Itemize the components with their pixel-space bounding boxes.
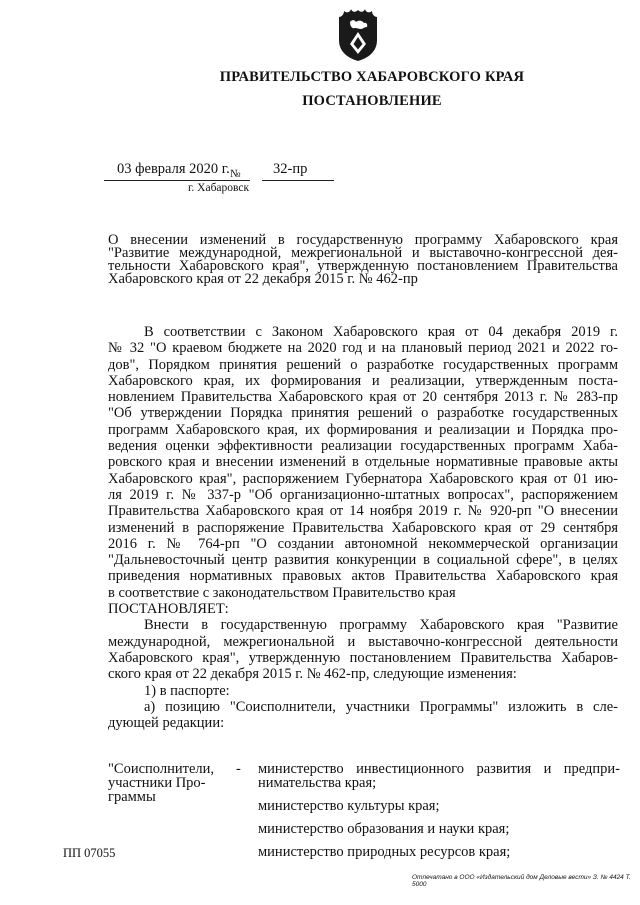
subject-line: Хабаровского края от 22 декабря 2015 г. № 462-пр: [108, 271, 418, 287]
number-underline: [262, 180, 334, 181]
list-item-line: министерство культуры края;: [258, 798, 440, 814]
item-a-line: дующей редакции:: [108, 715, 225, 732]
preamble-line: ровского края и внесении изменений в отдельные нормативные правовые акты: [108, 454, 618, 471]
decree-line: ского края от 22 декабря 2015 г. № 462-пр, следующие изменения:: [108, 666, 517, 683]
position-name-line: участники Про-: [108, 775, 206, 791]
list-item: [258, 762, 620, 790]
preamble-line: 2016 г. № 764-рп "О создании автономной некоммерческой организации: [108, 535, 618, 552]
decree-line: Внести в государственную программу Хабаровского края "Развитие: [144, 617, 618, 634]
preamble-line: программ Хабаровского края, их формирования и реализации и Порядка про-: [108, 421, 618, 438]
list-item-line: министерство природных ресурсов края;: [258, 844, 511, 860]
list-item-line: нимательства края;: [258, 775, 377, 791]
list-item-line: министерство образования и науки края;: [258, 821, 510, 837]
subject-line: тельности Хабаровского края", утвержденную постановлением Правительства: [108, 258, 618, 274]
document-type: ПОСТАНОВЛЕНИЕ: [302, 93, 442, 109]
position-name-line: граммы: [108, 789, 156, 805]
preamble-line: приведения нормативных правовых актов Правительства Хабаровского края: [108, 568, 618, 585]
list-item: [258, 822, 620, 836]
preamble-line: Хабаровского края", распоряжением Губернатора Хабаровского края от 01 ию-: [108, 470, 618, 487]
document-number: 32-пр: [273, 161, 308, 177]
list-item: [258, 799, 620, 813]
printer-imprint: Отпечатано в ООО «Издательский дом Деловые вести» З. № 4424 Т. 5000: [412, 874, 631, 888]
preamble-line: ведения оценки эффективности реализации государственных программ Хаба-: [108, 438, 618, 455]
subject-line: О внесении изменений в государственную программу Хабаровского края: [108, 232, 618, 248]
list-item: [258, 845, 620, 859]
preamble-line: новлением Правительства Хабаровского края от 20 сентября 2013 г. № 283-пр: [108, 389, 618, 406]
preamble-line: ля 2019 г. № 337-р "Об организационно-штатных вопросах", распоряжением: [108, 486, 618, 503]
preamble-line: "Об утверждении Порядка принятия решений о разработке государственных: [108, 405, 618, 422]
list-item-line: министерство инвестиционного развития и предпри-: [258, 761, 620, 777]
subject-line: "Развитие международной, межрегиональной и выставочно-конгрессной дея-: [108, 245, 618, 261]
item-1: 1) в паспорте:: [144, 682, 230, 699]
number-sign: №: [230, 168, 241, 180]
document-city: г. Хабаровск: [188, 182, 250, 194]
position-name: [108, 762, 228, 804]
decree-line: Хабаровского края", утвержденную постановлением Правительства Хабаров-: [108, 649, 618, 666]
preamble-line: дов", Порядком принятия решений о разработке государственных программ: [108, 356, 618, 373]
preamble-line: В соответствии с Законом Хабаровского края от 04 декабря 2019 г.: [144, 324, 618, 340]
document-code: ПП 07055: [63, 846, 116, 860]
document-subject: [108, 234, 618, 286]
preamble-line: Правительства Хабаровского края от 14 ноября 2019 г. № 920-рп "О внесении: [108, 503, 618, 520]
preamble-line: в соответствие с законодательством Правительство края: [108, 584, 456, 601]
item-a-line: а) позицию "Соисполнители, участники Программы" изложить в сле-: [144, 698, 618, 715]
preamble-line: № 32 "О краевом бюджете на 2020 год и на плановый период 2021 и 2022 го-: [108, 340, 618, 357]
khabarovsk-coat-of-arms-icon: [337, 8, 379, 62]
decree-line: международной, межрегиональной и выставочно-конгрессной деятельности: [108, 633, 618, 650]
resolves-heading: ПОСТАНОВЛЯЕТ:: [108, 601, 229, 618]
position-value-list: [258, 762, 620, 868]
position-name-line: "Соисполнители,: [108, 761, 215, 777]
position-dash: -: [236, 761, 241, 777]
document-body: [108, 324, 618, 731]
preamble-line: изменений в распоряжение Правительства Хабаровского края от 29 сентября: [108, 519, 618, 536]
preamble-line: Хабаровского края, их формирования и реализации, утвержденным поста-: [108, 372, 618, 389]
preamble-line: "Дальневосточный центр развития конкуренции в социальной сфере", в целях: [108, 552, 618, 569]
document-date: 03 февраля 2020 г.: [117, 161, 230, 177]
government-title: ПРАВИТЕЛЬСТВО ХАБАРОВСКОГО КРАЯ: [219, 69, 525, 85]
date-underline: [104, 180, 250, 181]
